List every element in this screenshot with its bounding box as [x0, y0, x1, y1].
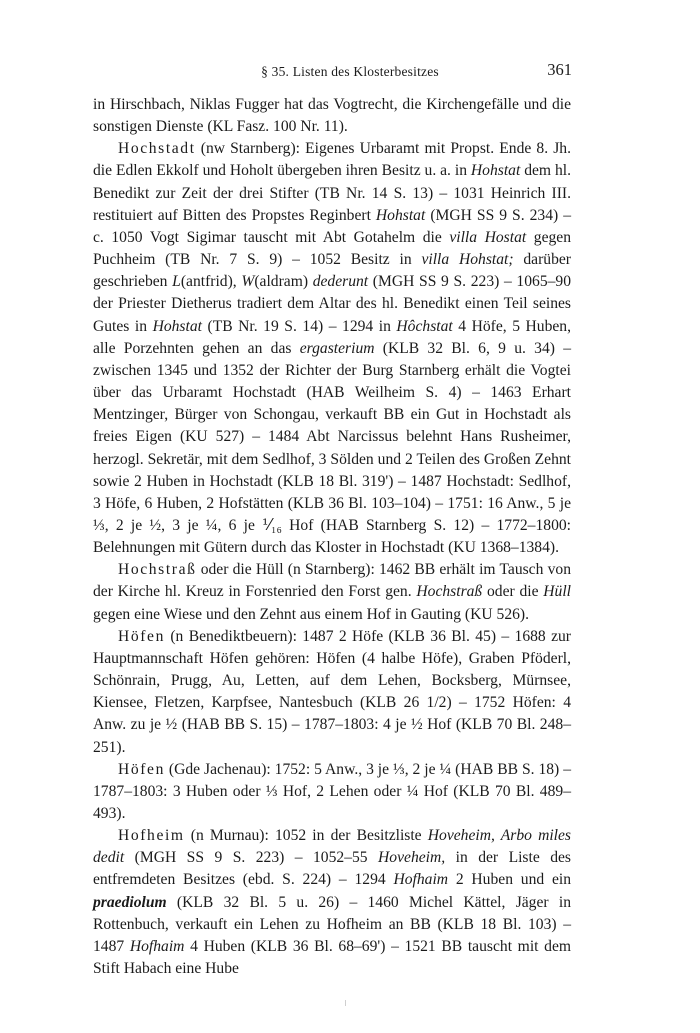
text-run: in Hirschbach, Niklas Fugger hat das Vogtrecht, die Kirchengefälle und die sonstigen Dienste (KL Fasz. 100 Nr. 11).: [93, 96, 571, 136]
entry-hochstadt: [93, 138, 571, 559]
page-number: 361: [547, 60, 572, 79]
text-run: (KLB 32 Bl. 6, 9 u. 34) – zwischen 1345 und 1352 der Richter der Burg Starnberg erhält die Vogtei über das Urbaramt Hochstadt (HAB Weilheim S. 4) – 1463 Erhart Mentzinger, Bürger von Schongau, verkauft BB ein Gut in Hochstadt als freies Eigen (KU 527) – 1484 Abt Narcissus belehnt Hans Rusheimer, herzogl. Sekretär, mit dem Sedlhof, 3 Sölden und 2 Teilen des Großen Zehnt sowie 2 Huben in Hochstadt (KLB 18 Bl. 319') – 1487 Hochstadt: Sedlhof, 3 Höfe, 6 Huben, 2 Hofstätten (KLB 36 Bl. 103–104) – 1751: 16 Anw., 5 je ⅓, 2 je ½, 3 je ¼, 6 je ⅟₁₆ Hof (HAB Starnberg S. 12) – 1772–1800: Belehnungen mit Gütern durch das Kloster in Hochstadt (KU 1368–1384).: [93, 339, 571, 557]
entry-headword: Höfen: [118, 627, 165, 645]
entry-headword: Hochstadt: [118, 140, 196, 158]
text-run: dem hl. Benedikt zur Zeit der drei Stifter (TB Nr. 14 S. 13) – 1031 Heinrich III. restituiert auf Bitten des Propstes Reginbert: [93, 162, 571, 224]
italic-term: Hohstat: [375, 206, 426, 224]
text-run: (MGH SS 9 S. 223) – 1065–90 der Priester Dietherus tradiert dem Altar des hl. Benedikt einen Teil seines Gutes in: [93, 273, 572, 335]
text-run: (n Murnau): 1052 in der Besitzliste: [184, 827, 428, 845]
italic-term: dederunt: [312, 273, 369, 291]
text-run: 4 Huben (KLB 36 Bl. 68–69') – 1521 BB tauscht mit dem Stift Habach eine Hube: [93, 937, 571, 978]
italic-term: Hofhaim: [129, 937, 185, 955]
text-run: oder die Hüll (n Starnberg): 1462 BB erhält im Tausch von der Kirche hl. Kreuz in Forstenried den Forst gen.: [93, 561, 571, 601]
entry-headword: Hofheim: [118, 827, 185, 845]
italic-term: L: [172, 273, 181, 291]
paragraph-continuation: [93, 94, 571, 138]
text-run: (antfrid),: [180, 273, 242, 291]
italic-term: villa Hostat: [449, 228, 527, 246]
italic-term: ergasterium: [299, 339, 375, 357]
entry-hochstrass: [93, 559, 571, 625]
entry-headword: Höfen: [118, 760, 165, 778]
body-text: [93, 94, 571, 980]
italic-term: Hüll: [543, 583, 571, 601]
text-run: 4 Höfe, 5 Huben, alle Porzehnten gehen an das: [93, 317, 571, 357]
text-run: (MGH SS 9 S. 234) – c. 1050 Vogt Sigimar tauscht mit Abt Gotahelm die: [93, 206, 571, 246]
text-run: oder die: [482, 583, 544, 601]
text-run: gegen eine Wiese und den Zehnt aus einem Hof in Gauting (KU 526).: [93, 605, 530, 623]
text-run: (KLB 32 Bl. 5 u. 26) – 1460 Michel Kättel, Jäger in Rottenbuch, verkauft ein Lehen zu Hofheim an BB (KLB 18 Bl. 103) – 1487: [93, 893, 571, 955]
text-run: (nw Starnberg): Eigenes Urbaramt mit Propst. Ende 8. Jh. die Edlen Ekkolf und Hoholt übergeben ihren Besitz u. a. in: [93, 140, 571, 180]
italic-term: villa Hohstat;: [421, 251, 514, 269]
text-run: darüber geschrieben: [93, 251, 571, 291]
italic-term: Hohstat: [152, 317, 202, 335]
italic-term: Hoveheim, Arbo miles dedit: [93, 827, 571, 867]
entry-hofheim: [93, 825, 571, 980]
text-run: (TB Nr. 19 S. 14) – 1294 in: [201, 317, 397, 335]
text-run: (MGH SS 9 S. 223) – 1052–55: [124, 849, 379, 867]
text-run: in der Liste des entfremdeten Besitzes (ebd. S. 224) – 1294: [93, 849, 571, 889]
text-run: (n Benediktbeuern): 1487 2 Höfe (KLB 36 Bl. 45) – 1688 zur Hauptmannschaft Höfen gehören: Höfen (4 halbe Höfe), Graben Pföderl, Schönrain, Prugg, Au, Letten, auf dem Lehen, Bocksberg, Mürnsee, Kiensee, Fletzen, Karpfsee, Nantesbuch (KLB 26 1/2) – 1752 Höfen: 4 Anw. zu je ½ (HAB BB S. 15) – 1787–1803: 4 je ½ Hof (KLB 70 Bl. 248–251).: [93, 627, 571, 756]
scan-mark: [345, 1000, 346, 1006]
entry-hoefen-jachenau: [93, 759, 571, 825]
running-title: § 35. Listen des Klosterbesitzes: [261, 64, 439, 79]
italic-term: Hôchstat: [396, 317, 453, 335]
italic-term: Hochstraß: [416, 583, 483, 601]
italic-term: praediolum: [93, 893, 167, 911]
text-run: gegen Puchheim (TB Nr. 7 S. 9) – 1052 Besitz in: [93, 228, 572, 269]
text-run: 2 Huben und ein: [448, 871, 571, 889]
italic-term: Hofhaim: [393, 871, 449, 889]
text-run: (aldram): [254, 273, 313, 291]
italic-term: Hoveheim,: [378, 849, 446, 867]
entry-hoefen-benediktbeuern: [93, 626, 571, 759]
entry-headword: Hochstraß: [118, 561, 197, 579]
italic-term: W: [241, 273, 255, 291]
text-run: (Gde Jachenau): 1752: 5 Anw., 3 je ⅓, 2 je ¼ (HAB BB S. 18) – 1787–1803: 3 Huben oder ⅓ Hof, 2 Lehen oder ¼ Hof (KLB 70 Bl. 489–493).: [93, 760, 571, 822]
italic-term: Hohstat: [470, 162, 521, 180]
